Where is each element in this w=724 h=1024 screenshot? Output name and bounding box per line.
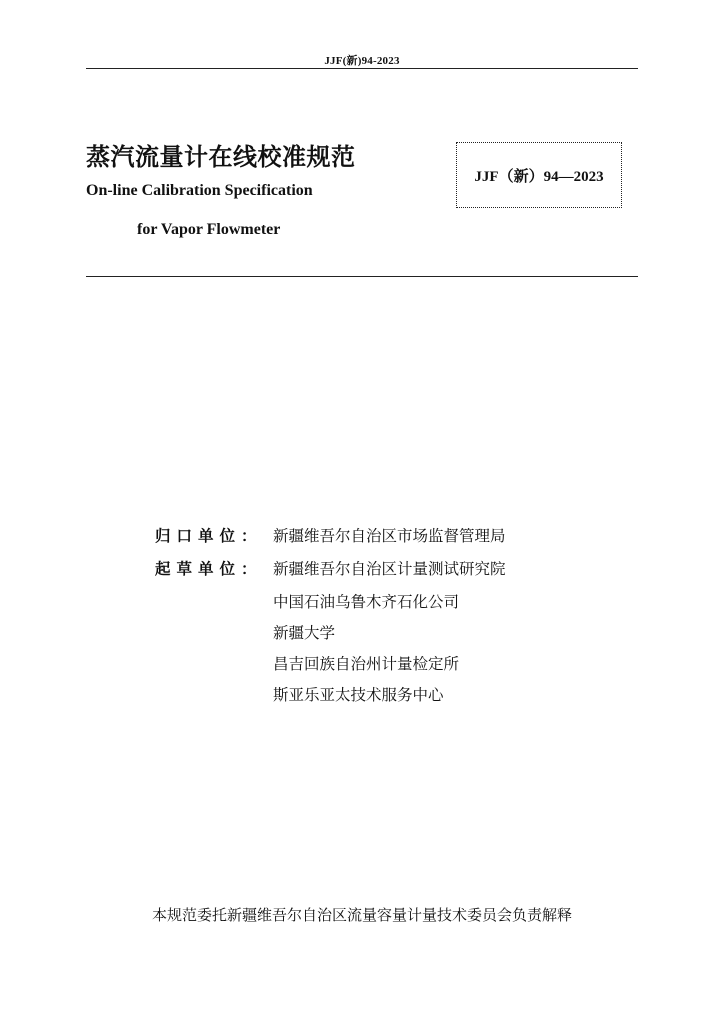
- responsible-unit-value: 新疆维吾尔自治区市场监督管理局: [273, 527, 506, 545]
- drafting-unit-label: 起草单位：: [155, 560, 263, 578]
- drafting-unit-row: [155, 557, 506, 579]
- drafting-unit-item: 中国石油乌鲁木齐石化公司: [273, 593, 460, 611]
- drafting-unit-value: 新疆维吾尔自治区计量测试研究院: [273, 560, 506, 578]
- document-title-english-line1: On-line Calibration Specification: [86, 182, 313, 199]
- drafting-unit-item: 新疆大学: [273, 624, 336, 642]
- responsible-unit-row: [155, 524, 506, 546]
- drafting-unit-item: 斯亚乐亚太技术服务中心: [273, 686, 444, 704]
- title-divider: [86, 276, 638, 277]
- drafting-unit-item: 昌吉回族自治州计量检定所: [273, 655, 460, 673]
- standard-code-text: JJF（新）94—2023: [474, 168, 604, 185]
- responsible-unit-label: 归口单位：: [155, 527, 263, 545]
- interpretation-note: 本规范委托新疆维吾尔自治区流量容量计量技术委员会负责解释: [151, 906, 572, 924]
- document-title-chinese: 蒸汽流量计在线校准规范: [86, 143, 356, 171]
- header-divider: [86, 68, 638, 69]
- header-standard-code: JJF(新)94-2023: [324, 55, 400, 67]
- document-title-english-line2: for Vapor Flowmeter: [137, 221, 281, 238]
- standard-code-box: [456, 142, 622, 208]
